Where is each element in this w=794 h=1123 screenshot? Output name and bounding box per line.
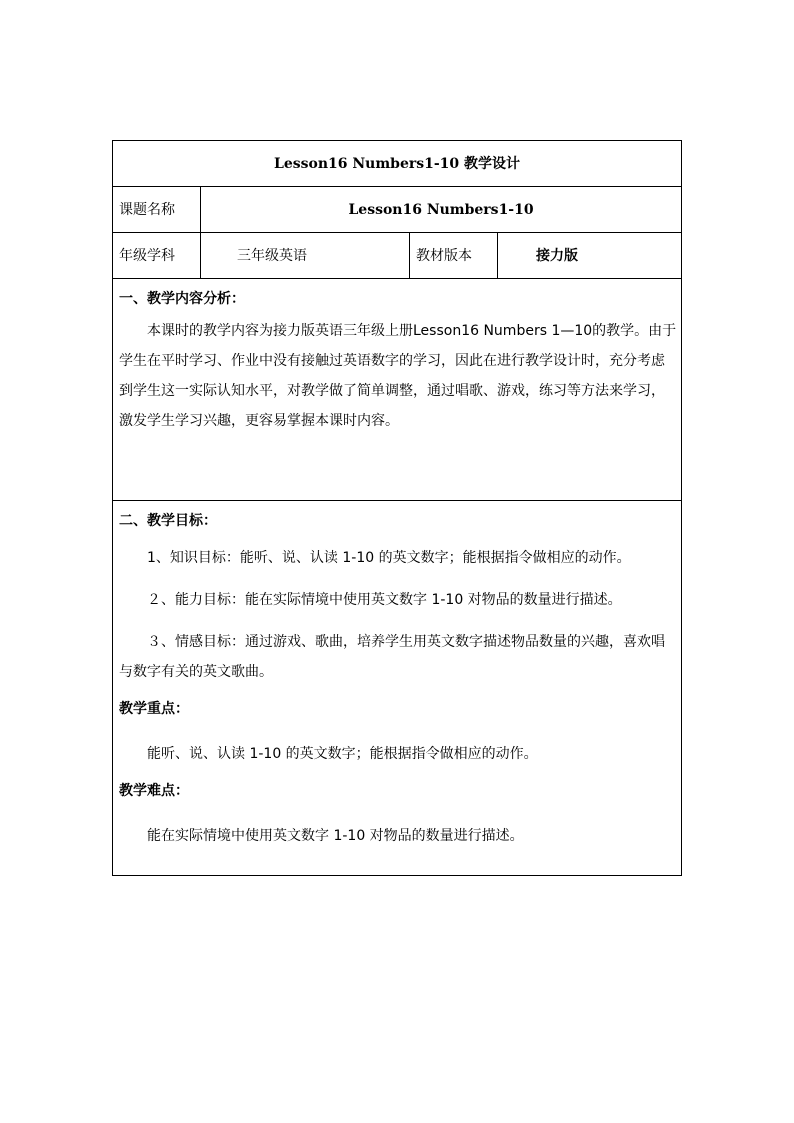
- grade-row: [113, 233, 682, 279]
- lesson-plan-table: [112, 140, 682, 876]
- topic-label: 课题名称: [113, 187, 201, 233]
- section-content-analysis: [113, 279, 682, 501]
- title-row: [113, 141, 682, 187]
- goal-ability: ２、能力目标：能在实际情境中使用英文数字 1-10 对物品的数量进行描述。: [147, 592, 622, 608]
- key-points-heading: 教学重点：: [119, 701, 189, 717]
- difficult-points-heading: 教学难点：: [119, 783, 189, 799]
- difficult-points-body: 能在实际情境中使用英文数字 1-10 对物品的数量进行描述。: [147, 828, 524, 844]
- grade-label: 年级学科: [113, 233, 201, 279]
- goal-knowledge: 1、知识目标：能听、说、认读 1-10 的英文数字；能根据指令做相应的动作。: [147, 550, 631, 566]
- section2-heading: 二、教学目标：: [119, 513, 217, 529]
- section1-heading: 一、教学内容分析：: [119, 291, 245, 307]
- topic-row: [113, 187, 682, 233]
- edition-value: 接力版: [498, 233, 682, 279]
- grade-value: 三年级英语: [201, 233, 410, 279]
- section-teaching-goals: [113, 501, 682, 876]
- goal-emotion: ３、情感目标：通过游戏、歌曲，培养学生用英文数字描述物品数量的兴趣，喜欢唱与数字有关的英文歌曲。: [119, 634, 665, 680]
- topic-value: Lesson16 Numbers1-10: [201, 187, 682, 233]
- edition-label: 教材版本: [410, 233, 498, 279]
- section1-body: 本课时的教学内容为接力版英语三年级上册Lesson16 Numbers 1—10的教学。由于学生在平时学习、作业中没有接触过英语数字的学习，因此在进行教学设计时，充分考虑到学生这一实际认知水平，对教学做了简单调整，通过唱歌、游戏，练习等方法来学习，激发学生学习兴趣，更容易掌握本课时内容。: [119, 323, 677, 429]
- document-title: Lesson16 Numbers1-10 教学设计: [113, 141, 682, 187]
- key-points-body: 能听、说、认读 1-10 的英文数字；能根据指令做相应的动作。: [147, 746, 538, 762]
